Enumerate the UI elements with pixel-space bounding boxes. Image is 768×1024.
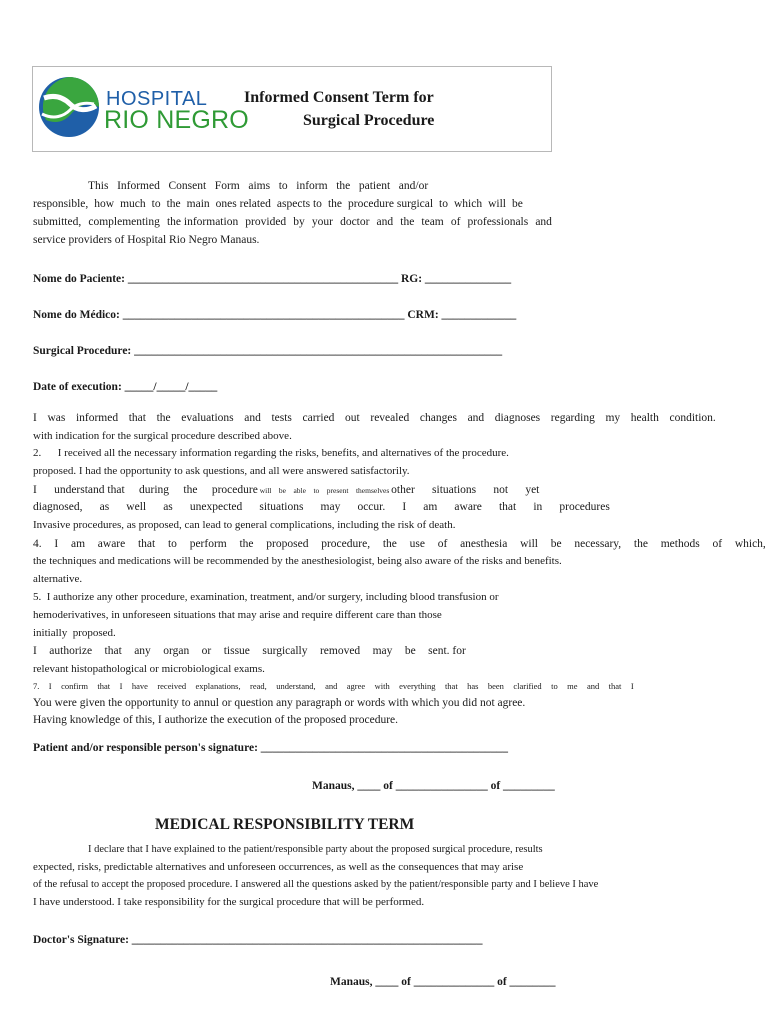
word: tissue [223,645,250,657]
word: that [97,681,111,691]
word: am [423,501,438,513]
word: tests [271,412,292,424]
word: methods [660,538,700,550]
word: and [244,412,261,424]
word: the information [166,216,239,228]
intro-line-2 [33,196,523,213]
word: diagnoses [494,412,541,424]
word: the [166,198,181,210]
word: will [488,198,506,210]
statement-4-line-1 [33,536,766,553]
word: as [163,501,173,513]
word: surgically [262,645,308,657]
word: will [520,538,538,550]
word: I [33,412,37,424]
word: diagnosed, [33,501,83,513]
statement-3-text-end: other situations not yet [391,484,540,496]
word: by [293,216,305,228]
word: have [131,681,148,691]
word: authorize [49,645,93,657]
word: may [372,645,393,657]
word: doctor [340,216,370,228]
surgical-procedure-field[interactable]: Surgical Procedure: ________________________________________________________________ [33,345,503,357]
word: revealed [370,412,410,424]
statement-2-line-2: proposed. I had the opportunity to ask questions, and all were answered satisfactorily. [33,465,410,477]
word: I [630,681,634,691]
word: team [421,216,444,228]
word: the [156,412,171,424]
word: out [345,412,360,424]
word: be [404,645,416,657]
word: that [104,645,122,657]
word: professionals [467,216,529,228]
word: your [311,216,333,228]
word: that [444,681,458,691]
doctor-place-date-field[interactable]: Manaus, ____ of ______________ of ________ [330,976,556,988]
word: of [712,538,723,550]
word: to [439,198,448,210]
hospital-logo-icon [38,76,100,138]
word: organ [163,645,190,657]
word: I [48,681,52,691]
word: I [119,681,123,691]
word: of [450,216,461,228]
word: to [167,538,177,550]
word: read, [250,681,267,691]
word: complementing [88,216,160,228]
statement-5-line-3: initially proposed. [33,627,116,639]
word: which, [734,538,766,550]
word: everything [399,681,436,691]
word: to [151,198,161,210]
word: removed [319,645,361,657]
statement-1-line-1 [33,410,716,427]
word: any [134,645,151,657]
word: sent. for [428,645,466,657]
word: evaluations [181,412,234,424]
statement-4-line-3: alternative. [33,573,83,585]
word: much [120,198,146,210]
word: as [99,501,110,513]
word: be [512,198,523,210]
word: be [550,538,562,550]
word: 4. [33,538,42,550]
document-title-line1: Informed Consent Term for [244,89,434,106]
word: I [402,501,407,513]
statement-1-line-2: with indication for the surgical procedure described above. [33,430,292,442]
word: in [533,501,543,513]
word: that [608,681,622,691]
word: received [157,681,187,691]
word: 7. [33,681,40,691]
word: situations [259,501,304,513]
statement-3-line-2 [33,499,610,516]
word: or [201,645,212,657]
word: confirm [61,681,88,691]
word: carried [302,412,335,424]
word: that [128,412,146,424]
word: has [467,681,479,691]
statement-3-line-1 [33,482,539,499]
word: procedures [559,501,610,513]
word: procedure, [321,538,371,550]
patient-place-date-field[interactable]: Manaus, ____ of ________________ of _________ [312,780,555,792]
statement-3-text-start: I understand that during the procedure [33,484,258,496]
word: aware [97,538,126,550]
word: provided [245,216,287,228]
statement-7-line-1 [33,680,634,692]
statement-6-line-1 [33,643,466,660]
statement-5-line-2: hemoderivatives, in unforeseen situations that may arise and require different care than those [33,609,442,621]
word: my [605,412,621,424]
word: regarding [550,412,595,424]
word: the [239,538,254,550]
word: the [400,216,415,228]
word: aware [454,501,482,513]
word: been [487,681,504,691]
word: that [137,538,156,550]
word: condition. [669,412,716,424]
word: well [126,501,147,513]
word: and [586,681,600,691]
doctor-name-field[interactable]: Nome do Médico: _________________________________________________ CRM: _____________ [33,309,517,321]
word: the [633,538,648,550]
word: I [54,538,59,550]
word: aspects to [276,198,322,210]
word: the [382,538,397,550]
patient-signature-field[interactable]: Patient and/or responsible person's signature: ___________________________________________ [33,742,509,754]
word: anesthesia [460,538,508,550]
medical-term-line-4: I have understood. I take responsibility for the surgical procedure that will be performed. [33,896,425,908]
word: proposed [266,538,309,550]
word: with [374,681,390,691]
word: agree [346,681,366,691]
word: clarified [513,681,542,691]
document-title-line2: Surgical Procedure [303,112,435,129]
execution-date-field[interactable]: Date of execution: _____/_____/_____ [33,381,218,393]
medical-term-line-1: I declare that I have explained to the patient/responsible party about the proposed surgical procedure, results [88,844,543,855]
word: the [327,198,342,210]
word: of [437,538,448,550]
word: submitted, [33,216,82,228]
statement-6-line-2: relevant histopathological or microbiological exams. [33,663,265,675]
word: that [498,501,517,513]
statement-2-line-1: 2. I received all the necessary information regarding the risks, benefits, and alternatives of the procedure. [33,447,509,459]
word: am [70,538,86,550]
word: may [320,501,341,513]
patient-name-field[interactable]: Nome do Paciente: _______________________________________________ RG: _______________ [33,273,512,285]
word: procedure surgical [348,198,434,210]
word: responsible, [33,198,89,210]
word: occur. [357,501,386,513]
logo-hospital-text: HOSPITAL [106,88,208,110]
doctor-signature-field[interactable]: Doctor's Signature: _____________________________________________________________ [33,934,483,946]
word: me [567,681,578,691]
logo-rio-negro-text: RIO NEGRO [104,106,249,134]
statement-3-small-text: will be able to present themselves [257,486,392,495]
word: health [630,412,659,424]
word: ones related [215,198,271,210]
word: informed [75,412,119,424]
medical-term-line-3: of the refusal to accept the proposed procedure. I answered all the questions asked by the patient/responsible party and I believe I have [33,879,599,890]
word: unexpected [189,501,243,513]
word: how [94,198,115,210]
word: main [186,198,210,210]
statement-7-line-2: You were given the opportunity to annul or question any paragraph or words with which you did not agree. [33,697,526,709]
word: was [47,412,66,424]
word: I [33,645,37,657]
word: changes [419,412,457,424]
word: explanations, [195,681,241,691]
word: and [467,412,485,424]
word: and [376,216,394,228]
word: and [535,216,552,228]
intro-line-1: This Informed Consent Form aims to inform the patient and/or [88,180,429,192]
statement-4-line-2: the techniques and medications will be recommended by the anesthesiologist, being also aware of the risks and benefits. [33,555,562,567]
word: use [409,538,425,550]
word: understand, [276,681,316,691]
medical-term-line-2: expected, risks, predictable alternatives and unforeseen occurrences, as well as the consequences that may arise [33,861,524,873]
word: necessary, [574,538,622,550]
intro-line-3 [33,214,552,231]
medical-term-title: MEDICAL RESPONSIBILITY TERM [155,816,415,833]
word: perform [189,538,227,550]
word: and [325,681,338,691]
statement-3-line-3: Invasive procedures, as proposed, can lead to general complications, including the risk of death. [33,519,456,531]
intro-line-4: service providers of Hospital Rio Negro Manaus. [33,234,260,246]
statement-5-line-1: 5. I authorize any other procedure, examination, treatment, and/or surgery, including blood transfusion or [33,591,499,603]
word: to [551,681,558,691]
statement-7-line-3: Having knowledge of this, I authorize the execution of the proposed procedure. [33,714,399,726]
word: which [454,198,483,210]
